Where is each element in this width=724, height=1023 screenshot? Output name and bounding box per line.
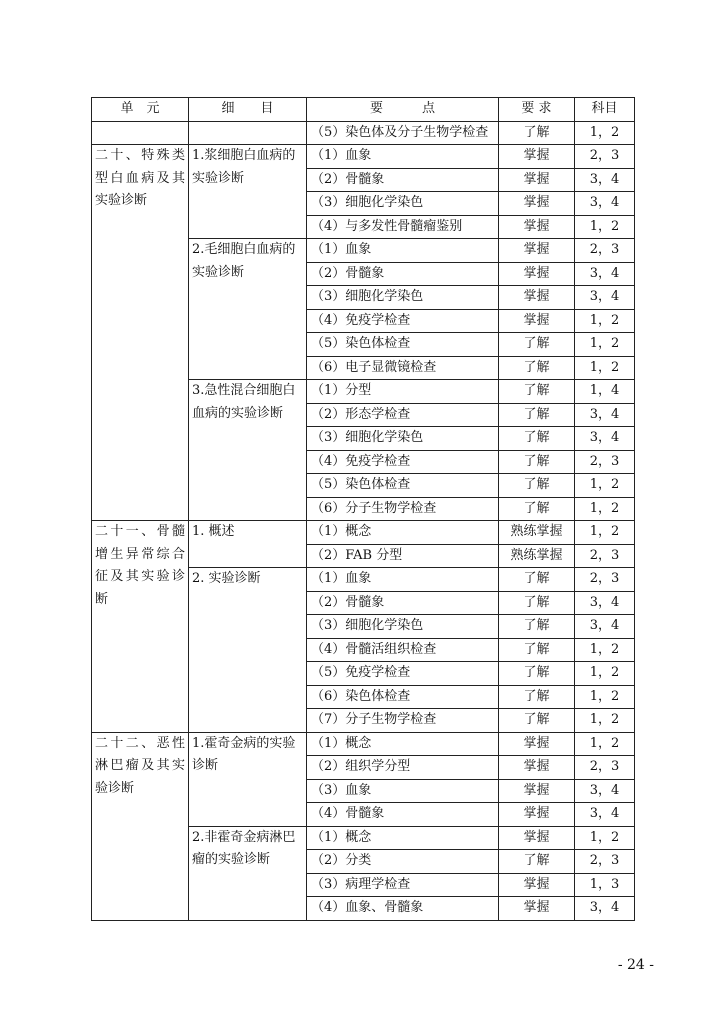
subject-cell: 2，3 [575, 544, 635, 568]
requirement-cell: 了解 [499, 591, 575, 615]
col-header-unit: 单 元 [92, 98, 189, 122]
item-cell [189, 121, 307, 145]
requirement-cell: 掌握 [499, 262, 575, 286]
table-row [92, 121, 635, 145]
subject-cell: 1，4 [575, 380, 635, 404]
item-cell: 2.毛细胞白血病的实验诊断 [189, 239, 307, 380]
syllabus-table [91, 97, 635, 921]
header-row [92, 98, 635, 122]
requirement-cell: 掌握 [499, 826, 575, 850]
page-number: - 24 - [617, 957, 654, 973]
subject-cell: 1，2 [575, 309, 635, 333]
requirement-cell: 了解 [499, 497, 575, 521]
requirement-cell: 熟练掌握 [499, 544, 575, 568]
unit-cell: 二十、特殊类型白血病及其实验诊断 [92, 145, 189, 521]
point-cell: （3）病理学检查 [307, 873, 499, 897]
subject-cell: 1，2 [575, 685, 635, 709]
subject-cell: 1，2 [575, 333, 635, 357]
subject-cell: 3，4 [575, 591, 635, 615]
subject-cell: 1，2 [575, 521, 635, 545]
point-cell: （4）与多发性骨髓瘤鉴别 [307, 215, 499, 239]
point-cell: （2）FAB 分型 [307, 544, 499, 568]
col-header-item: 细 目 [189, 98, 307, 122]
subject-cell: 3，4 [575, 192, 635, 216]
point-cell: （2）骨髓象 [307, 262, 499, 286]
point-cell: （4）骨髓象 [307, 803, 499, 827]
subject-cell: 3，4 [575, 897, 635, 921]
table-row [92, 521, 635, 545]
requirement-cell: 掌握 [499, 168, 575, 192]
point-cell: （2）分类 [307, 850, 499, 874]
requirement-cell: 掌握 [499, 286, 575, 310]
col-header-requirement: 要 求 [499, 98, 575, 122]
subject-cell: 1，2 [575, 709, 635, 733]
subject-cell: 2，3 [575, 850, 635, 874]
point-cell: （1）概念 [307, 732, 499, 756]
requirement-cell: 掌握 [499, 192, 575, 216]
item-cell: 1. 概述 [189, 521, 307, 568]
subject-cell: 2，3 [575, 145, 635, 169]
requirement-cell: 掌握 [499, 803, 575, 827]
requirement-cell: 了解 [499, 333, 575, 357]
requirement-cell: 了解 [499, 403, 575, 427]
subject-cell: 1，2 [575, 732, 635, 756]
point-cell: （3）细胞化学染色 [307, 286, 499, 310]
requirement-cell: 了解 [499, 685, 575, 709]
unit-cell: 二十一、骨髓增生异常综合征及其实验诊断 [92, 521, 189, 733]
subject-cell: 3，4 [575, 262, 635, 286]
point-cell: （5）染色体及分子生物学检查 [307, 121, 499, 145]
col-header-subject: 科目 [575, 98, 635, 122]
requirement-cell: 掌握 [499, 779, 575, 803]
subject-cell: 1，2 [575, 826, 635, 850]
subject-cell: 3，4 [575, 427, 635, 451]
subject-cell: 1，3 [575, 873, 635, 897]
point-cell: （1）血象 [307, 239, 499, 263]
subject-cell: 2，3 [575, 756, 635, 780]
item-cell: 2.非霍奇金病淋巴瘤的实验诊断 [189, 826, 307, 920]
item-cell: 1.浆细胞白血病的实验诊断 [189, 145, 307, 239]
subject-cell: 1，2 [575, 215, 635, 239]
subject-cell: 2，3 [575, 450, 635, 474]
subject-cell: 1，2 [575, 662, 635, 686]
requirement-cell: 了解 [499, 709, 575, 733]
point-cell: （3）细胞化学染色 [307, 192, 499, 216]
requirement-cell: 了解 [499, 615, 575, 639]
table-row [92, 145, 635, 169]
requirement-cell: 了解 [499, 568, 575, 592]
subject-cell: 1，2 [575, 356, 635, 380]
point-cell: （6）分子生物学检查 [307, 497, 499, 521]
point-cell: （6）电子显微镜检查 [307, 356, 499, 380]
point-cell: （2）形态学检查 [307, 403, 499, 427]
requirement-cell: 了解 [499, 121, 575, 145]
point-cell: （5）染色体检查 [307, 333, 499, 357]
point-cell: （4）免疫学检查 [307, 309, 499, 333]
requirement-cell: 了解 [499, 427, 575, 451]
requirement-cell: 了解 [499, 450, 575, 474]
point-cell: （3）血象 [307, 779, 499, 803]
requirement-cell: 掌握 [499, 897, 575, 921]
subject-cell: 3，4 [575, 779, 635, 803]
item-cell: 2. 实验诊断 [189, 568, 307, 733]
point-cell: （4）血象、骨髓象 [307, 897, 499, 921]
unit-cell: 二十二、恶性淋巴瘤及其实验诊断 [92, 732, 189, 920]
requirement-cell: 了解 [499, 662, 575, 686]
point-cell: （5）染色体检查 [307, 474, 499, 498]
point-cell: （1）概念 [307, 826, 499, 850]
subject-cell: 1，2 [575, 497, 635, 521]
point-cell: （1）概念 [307, 521, 499, 545]
point-cell: （2）组织学分型 [307, 756, 499, 780]
requirement-cell: 掌握 [499, 309, 575, 333]
requirement-cell: 了解 [499, 850, 575, 874]
point-cell: （1）血象 [307, 568, 499, 592]
subject-cell: 2，3 [575, 568, 635, 592]
subject-cell: 3，4 [575, 403, 635, 427]
point-cell: （2）骨髓象 [307, 168, 499, 192]
requirement-cell: 掌握 [499, 732, 575, 756]
point-cell: （3）细胞化学染色 [307, 615, 499, 639]
item-cell: 3.急性混合细胞白血病的实验诊断 [189, 380, 307, 521]
item-cell: 1.霍奇金病的实验诊断 [189, 732, 307, 826]
requirement-cell: 了解 [499, 638, 575, 662]
requirement-cell: 掌握 [499, 215, 575, 239]
requirement-cell: 了解 [499, 380, 575, 404]
requirement-cell: 了解 [499, 474, 575, 498]
col-header-point: 要 点 [307, 98, 499, 122]
subject-cell: 1，2 [575, 121, 635, 145]
subject-cell: 2，3 [575, 239, 635, 263]
subject-cell: 3，4 [575, 803, 635, 827]
requirement-cell: 掌握 [499, 239, 575, 263]
requirement-cell: 了解 [499, 356, 575, 380]
point-cell: （1）血象 [307, 145, 499, 169]
table-row [92, 732, 635, 756]
point-cell: （3）细胞化学染色 [307, 427, 499, 451]
subject-cell: 1，2 [575, 474, 635, 498]
point-cell: （7）分子生物学检查 [307, 709, 499, 733]
requirement-cell: 熟练掌握 [499, 521, 575, 545]
unit-cell [92, 121, 189, 145]
subject-cell: 3，4 [575, 615, 635, 639]
point-cell: （2）骨髓象 [307, 591, 499, 615]
subject-cell: 1，2 [575, 638, 635, 662]
point-cell: （4）骨髓活组织检查 [307, 638, 499, 662]
subject-cell: 3，4 [575, 168, 635, 192]
point-cell: （1）分型 [307, 380, 499, 404]
subject-cell: 3，4 [575, 286, 635, 310]
point-cell: （5）免疫学检查 [307, 662, 499, 686]
point-cell: （4）免疫学检查 [307, 450, 499, 474]
requirement-cell: 掌握 [499, 873, 575, 897]
requirement-cell: 掌握 [499, 145, 575, 169]
point-cell: （6）染色体检查 [307, 685, 499, 709]
requirement-cell: 掌握 [499, 756, 575, 780]
